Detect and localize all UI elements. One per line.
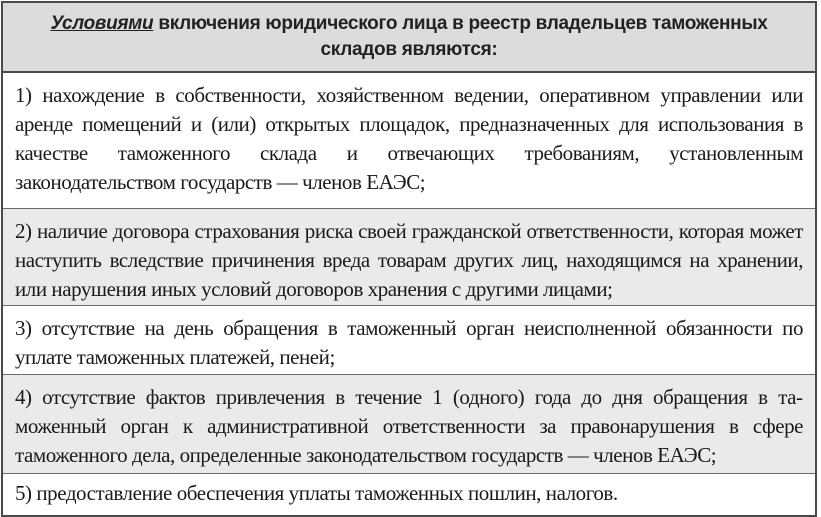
header-emphasis: Условиями xyxy=(50,13,154,34)
header-rest: включения юридического лица в реестр владельцев таможенных складов являются: xyxy=(153,13,768,60)
conditions-table xyxy=(1,1,817,517)
table-header xyxy=(3,3,815,73)
condition-item-5: 5) предоставление обеспечения уплаты таможенных пошлин, налогов. xyxy=(3,474,815,515)
condition-item-2: 2) наличие договора страхования риска своей гражданской ответственности, которая может наступить вследствие причинения вреда товарам других лиц, находящимся на хранении, или нарушения иных условий договоров хранения с другими лицами; xyxy=(3,209,815,306)
condition-item-4: 4) отсутствие фактов привлечения в течение 1 (одного) года до дня обращения в таможенный орган к административной ответственности за правонарушения в сфере таможенного дела, определенные законодательством государств — членов ЕАЭС; xyxy=(3,375,815,474)
condition-item-1: 1) нахождение в собственности, хозяйственном ведении, оперативном управлении или аренде помещений и (или) открытых площадок, предназначенных для использования в качестве таможенного склада и отвечающих требованиям, установленным законодательством государств — членов ЕАЭС; xyxy=(3,73,815,209)
condition-item-3: 3) отсутствие на день обращения в таможенный орган неисполненной обязанности по уплате таможенных платежей, пеней; xyxy=(3,306,815,375)
header-title xyxy=(43,11,775,63)
